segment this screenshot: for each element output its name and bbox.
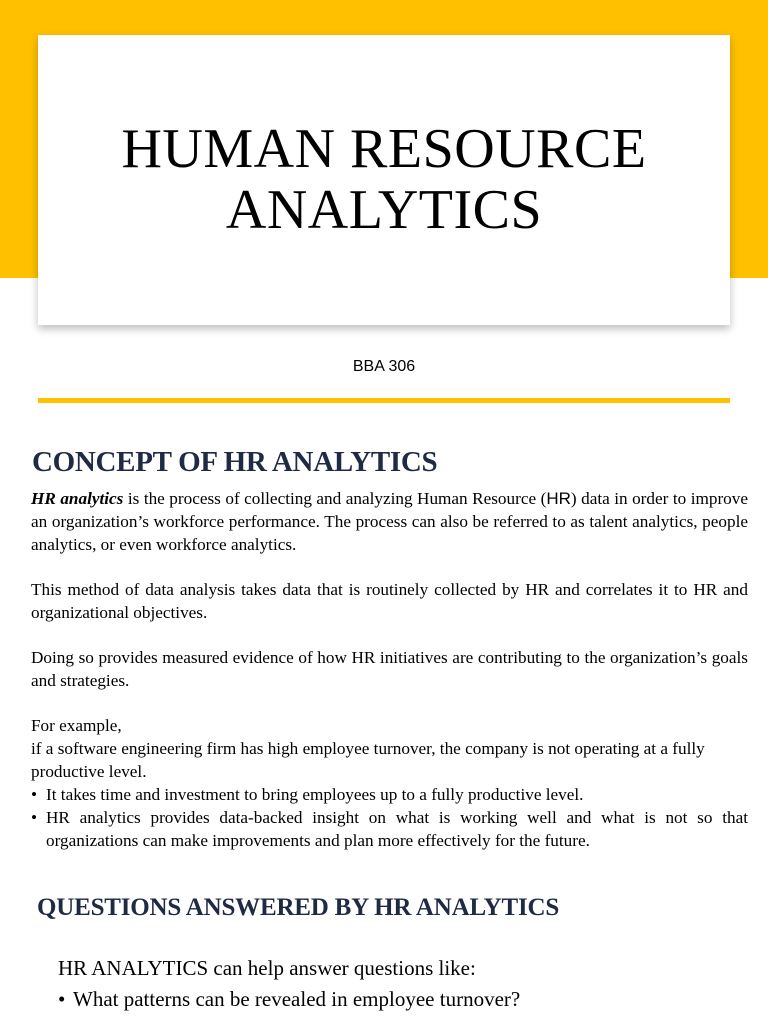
list-item: • What patterns can be revealed in employee turnover? — [58, 984, 748, 1015]
questions-intro: HR ANALYTICS can help answer questions like: — [58, 956, 476, 980]
concept-p1-hr: HR — [546, 489, 571, 508]
example-intro: For example, — [31, 716, 122, 735]
questions-heading: QUESTIONS ANSWERED BY HR ANALYTICS — [37, 894, 560, 921]
course-code: BBA 306 — [352, 358, 416, 375]
title-card — [38, 35, 730, 325]
concept-paragraph-2: This method of data analysis takes data that is routinely collected by HR and correlates it to HR and organizational objectives. — [31, 580, 748, 622]
list-item: • HR analytics provides data-backed insight on what is working well and what is not so that organizations can make improvements and plan more effectively for the future. — [31, 806, 748, 852]
hr-analytics-term: HR analytics — [31, 489, 124, 508]
example-bullets — [31, 783, 748, 852]
page-title — [121, 119, 646, 241]
concept-p1-text-a: is the process of collecting and analyzing Human Resource ( — [123, 489, 547, 508]
concept-paragraph-3: Doing so provides measured evidence of how HR initiatives are contributing to the organization’s goals and strategies. — [31, 648, 748, 690]
spacer — [31, 692, 748, 714]
spacer — [31, 624, 748, 646]
example-text: if a software engineering firm has high employee turnover, the company is not operating at a fully productive level. — [31, 739, 705, 781]
title-line-1: HUMAN RESOURCE — [121, 118, 647, 180]
yellow-divider — [38, 398, 730, 403]
spacer — [31, 556, 748, 578]
title-line-2: ANALYTICS — [225, 179, 543, 241]
questions-list — [58, 984, 748, 1015]
concept-body — [31, 487, 748, 852]
list-item: • It takes time and investment to bring employees up to a fully productive level. — [31, 783, 748, 806]
concept-p1-text-b: ) data in order to improve an organization’s workforce performance. The process can also be referred to as talent analytics, people analytics, or even workforce analytics. — [31, 489, 748, 554]
concept-heading: CONCEPT OF HR ANALYTICS — [32, 446, 438, 478]
concept-paragraph-1 — [31, 487, 748, 556]
questions-body — [58, 953, 748, 1015]
